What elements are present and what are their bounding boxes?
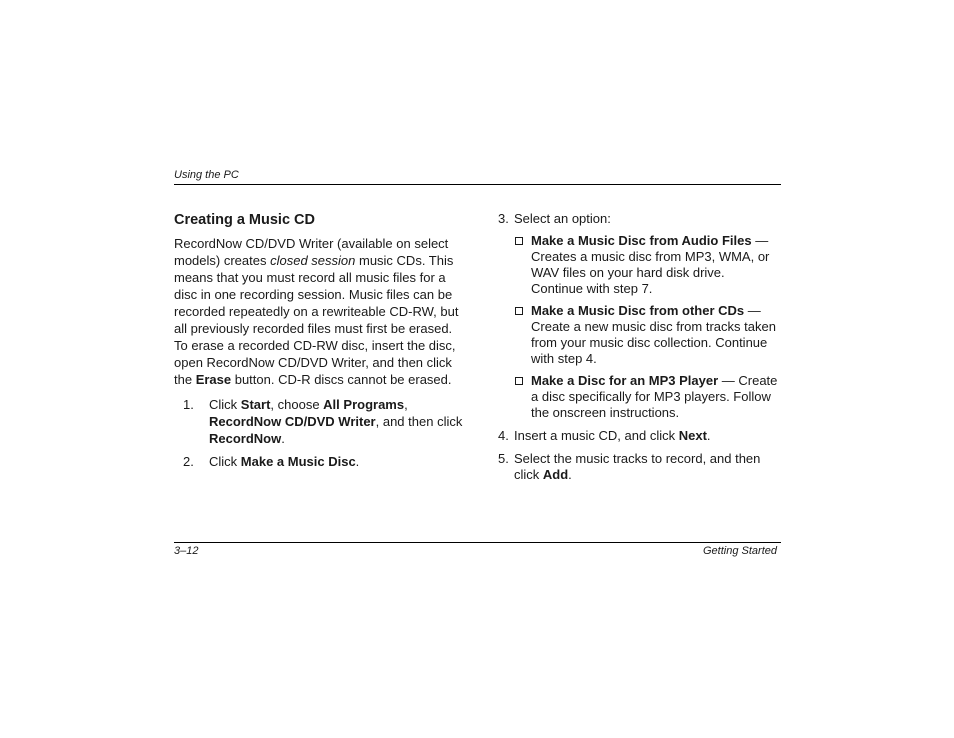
footer-rule	[174, 542, 781, 543]
step-bold: RecordNow CD/DVD Writer	[209, 414, 376, 429]
step-number: 2.	[183, 454, 194, 469]
step-text: Click	[209, 454, 241, 469]
option-desc: — Create a disc specifically for MP3 players. Follow the onscreen instructions.	[531, 373, 778, 420]
option-other-cds	[515, 303, 778, 367]
step-1	[183, 396, 466, 447]
intro-paragraph	[174, 235, 466, 388]
step-text: Select an option:	[514, 211, 611, 226]
intro-text: RecordNow CD/DVD Writer (available on select models) creates	[174, 236, 449, 268]
option-title: Make a Music Disc from other CDs	[531, 303, 745, 318]
step-text: ,	[404, 397, 408, 412]
step-bold: Make a Music Disc	[240, 454, 356, 469]
step-text: .	[355, 454, 360, 469]
step-bold: RecordNow	[209, 431, 282, 446]
option-mp3-player	[515, 373, 778, 421]
step-3	[498, 211, 778, 227]
step-bold: Add	[542, 467, 569, 482]
option-desc: — Create a new music disc from tracks taken from your music disc collection. Continue with step 4.	[531, 303, 776, 366]
step-text: Click	[209, 397, 241, 412]
step-5	[498, 451, 778, 483]
intro-text: button. CD-R discs cannot be erased.	[231, 372, 452, 387]
option-title: Make a Disc for an MP3 Player	[531, 373, 719, 388]
step-bold: Start	[240, 397, 271, 412]
step-number: 5.	[498, 451, 509, 466]
step-number: 3.	[498, 211, 509, 226]
page-number: 3–12	[174, 545, 199, 557]
intro-text: music CDs. This means that you must record all music files for a disc in one recording session. Music files can be recorded repeatedly on a rewriteable CD-RW, but all previously recorded files must first be erased. To erase a recorded CD-RW disc, insert the disc, open RecordNow CD/DVD Writer, and then click the	[174, 253, 459, 387]
step-text: Select the music tracks to record, and then click	[514, 451, 761, 482]
step-bold: All Programs	[323, 397, 405, 412]
header-rule	[174, 184, 781, 185]
checkbox-bullet-icon	[515, 377, 523, 385]
book-title: Getting Started	[703, 545, 777, 557]
intro-bold: Erase	[195, 372, 232, 387]
step-text: Insert a music CD, and click	[514, 428, 679, 443]
step-text: , choose	[270, 397, 324, 412]
checkbox-bullet-icon	[515, 237, 523, 245]
step-text: .	[706, 428, 711, 443]
step-text: .	[568, 467, 572, 482]
checkbox-bullet-icon	[515, 307, 523, 315]
step-text: .	[281, 431, 285, 446]
step-number: 4.	[498, 428, 509, 443]
section-heading: Creating a Music CD	[174, 212, 315, 228]
step-text: , and then click	[375, 414, 463, 429]
step-4	[498, 428, 778, 444]
option-desc: — Creates a music disc from MP3, WMA, or WAV files on your hard disk drive. Continue with step 7.	[531, 233, 770, 296]
step-number: 1.	[183, 397, 194, 412]
option-audio-files	[515, 233, 778, 297]
running-head: Using the PC	[174, 169, 239, 181]
step-2	[183, 453, 466, 470]
left-column	[174, 211, 466, 470]
right-column	[498, 211, 778, 483]
step-bold: Next	[678, 428, 707, 443]
option-title: Make a Music Disc from Audio Files	[531, 233, 752, 248]
intro-italic: closed session	[270, 253, 356, 268]
